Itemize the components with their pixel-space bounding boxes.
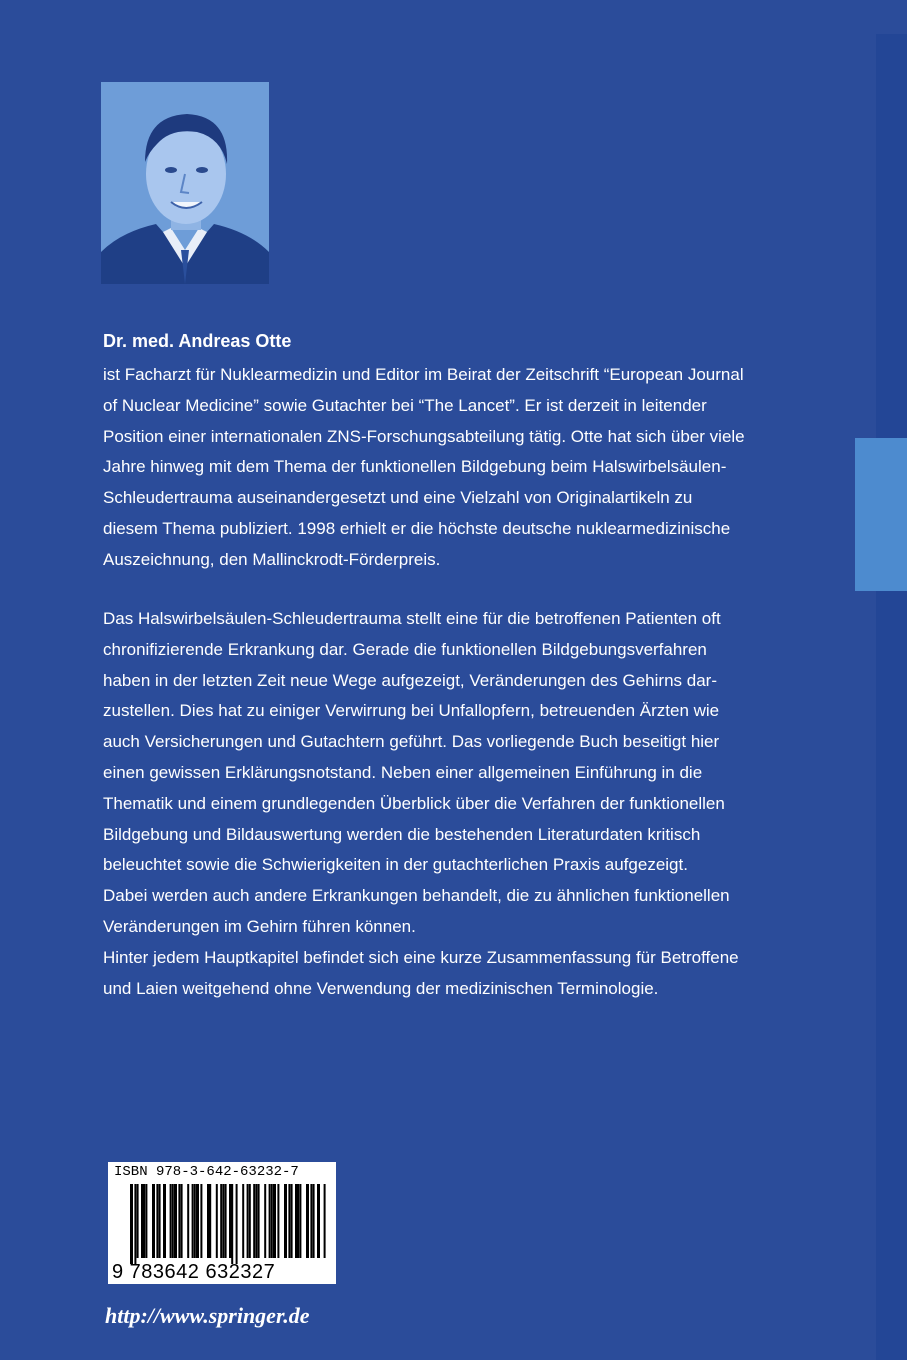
bio-line: Schleudertrauma auseinandergesetzt und eine Vielzahl von Originalartikeln zu: [103, 488, 693, 508]
barcode-bar: [284, 1184, 287, 1258]
description-line: und Laien weitgehend ohne Verwendung der medizinischen Terminologie.: [103, 978, 659, 998]
description-line: Thematik und einem grundlegenden Überblick über die Verfahren der funktionellen: [103, 793, 725, 813]
barcode-bar: [288, 1184, 290, 1258]
ean-digits: 9 783642 632327: [112, 1261, 276, 1283]
barcode-bar: [152, 1184, 155, 1258]
description-line: haben in der letzten Zeit neue Wege aufgezeigt, Veränderungen des Gehirns dar-: [103, 670, 717, 690]
description-line: auch Versicherungen und Gutachtern geführt. Das vorliegende Buch beseitigt hier: [103, 732, 720, 752]
barcode-bar: [134, 1184, 136, 1264]
bio-line: Auszeichnung, den Mallinckrodt-Förderpreis.: [103, 549, 441, 569]
barcode-bar: [156, 1184, 158, 1258]
barcode-bar: [313, 1184, 315, 1258]
book-description: [103, 604, 803, 1004]
barcode-bar: [130, 1184, 133, 1264]
publisher-website[interactable]: http://www.springer.de: [105, 1303, 310, 1328]
barcode-bar: [236, 1184, 238, 1264]
barcode-bar: [181, 1184, 183, 1258]
barcode-bar: [255, 1184, 257, 1258]
barcode-bar: [247, 1184, 249, 1258]
barcode-bar: [277, 1184, 279, 1258]
description-line: einen gewissen Erklärungsnotstand. Neben einer allgemeinen Einführung in die: [103, 762, 703, 782]
bio-line: diesem Thema publiziert. 1998 erhielt er die höchste deutsche nuklearmedizinische: [103, 518, 731, 538]
description-line: Hinter jedem Hauptkapitel befindet sich eine kurze Zusammenfassung für Betroffene: [103, 947, 739, 967]
barcode-bar: [324, 1184, 326, 1258]
barcode-bar: [297, 1184, 299, 1258]
barcode-bar: [299, 1184, 301, 1258]
description-line: zustellen. Dies hat zu einiger Verwirrung bei Unfallopfern, betreuenden Ärzten wie: [103, 701, 720, 721]
barcode-bar: [163, 1184, 166, 1258]
author-name: Dr. med. Andreas Otte: [103, 331, 292, 351]
barcode-bar: [172, 1184, 174, 1258]
barcode-bar: [249, 1184, 251, 1258]
barcode-bar: [145, 1184, 147, 1258]
description-line: chronifizierende Erkrankung dar. Gerade die funktionellen Bildgebungsverfahren: [103, 639, 707, 659]
barcode-bar: [196, 1184, 199, 1258]
author-bio: [103, 360, 803, 576]
bio-line: Position einer internationalen ZNS-Forschungsabteilung tätig. Otte hat sich über viele: [103, 426, 745, 446]
description-line: Das Halswirbelsäulen-Schleudertrauma stellt eine für die betroffenen Patienten oft: [103, 609, 721, 628]
barcode-bar: [192, 1184, 194, 1258]
barcode-bar: [159, 1184, 161, 1258]
barcode-bar: [174, 1184, 177, 1258]
barcode-bar: [242, 1184, 244, 1258]
barcode-bar: [143, 1184, 145, 1258]
isbn-label: ISBN 978-3-642-63232-7: [114, 1164, 299, 1180]
bio-line: Jahre hinweg mit dem Thema der funktionellen Bildgebung beim Halswirbelsäulen-: [103, 457, 727, 477]
bio-line: ist Facharzt für Nuklearmedizin und Editor im Beirat der Zeitschrift “European Journal: [103, 365, 744, 384]
spine-edge: [876, 34, 907, 1360]
barcode-bar: [222, 1184, 224, 1258]
barcode-bar: [271, 1184, 273, 1258]
barcode-bar: [209, 1184, 211, 1258]
barcode-bar: [220, 1184, 222, 1258]
barcode-bar: [264, 1184, 266, 1258]
author-photo: [101, 82, 269, 284]
barcode-bar: [258, 1184, 260, 1258]
barcode-bar: [194, 1184, 196, 1258]
barcode-bar: [225, 1184, 227, 1258]
description-line: Bildgebung und Bildauswertung werden die bestehenden Literaturdaten kritisch: [103, 824, 701, 844]
barcode-bar: [253, 1184, 255, 1258]
barcode-bar: [273, 1184, 276, 1258]
barcode-bar: [178, 1184, 180, 1258]
barcode-bar: [317, 1184, 320, 1258]
barcode-bar: [291, 1184, 293, 1258]
barcode-bar: [170, 1184, 172, 1258]
description-line: beleuchtet sowie die Schwierigkeiten in der gutachterlichen Praxis aufgezeigt.: [103, 855, 688, 875]
barcode-bar: [200, 1184, 202, 1258]
side-color-tab: [855, 438, 907, 591]
description-line: Dabei werden auch andere Erkrankungen behandelt, die zu ähnlichen funktionellen: [103, 886, 730, 906]
description-line: Veränderungen im Gehirn führen können.: [103, 916, 416, 936]
barcode-bar: [269, 1184, 271, 1258]
bio-line: of Nuclear Medicine” sowie Gutachter bei “The Lancet”. Er ist derzeit in leitender: [103, 395, 707, 415]
barcode-bar: [137, 1184, 139, 1258]
barcode-bar: [310, 1184, 312, 1258]
isbn-barcode: [108, 1162, 336, 1284]
barcode-bar: [306, 1184, 309, 1258]
barcode-bar: [187, 1184, 189, 1258]
barcode-bar: [216, 1184, 218, 1258]
barcode-bar: [231, 1184, 233, 1264]
